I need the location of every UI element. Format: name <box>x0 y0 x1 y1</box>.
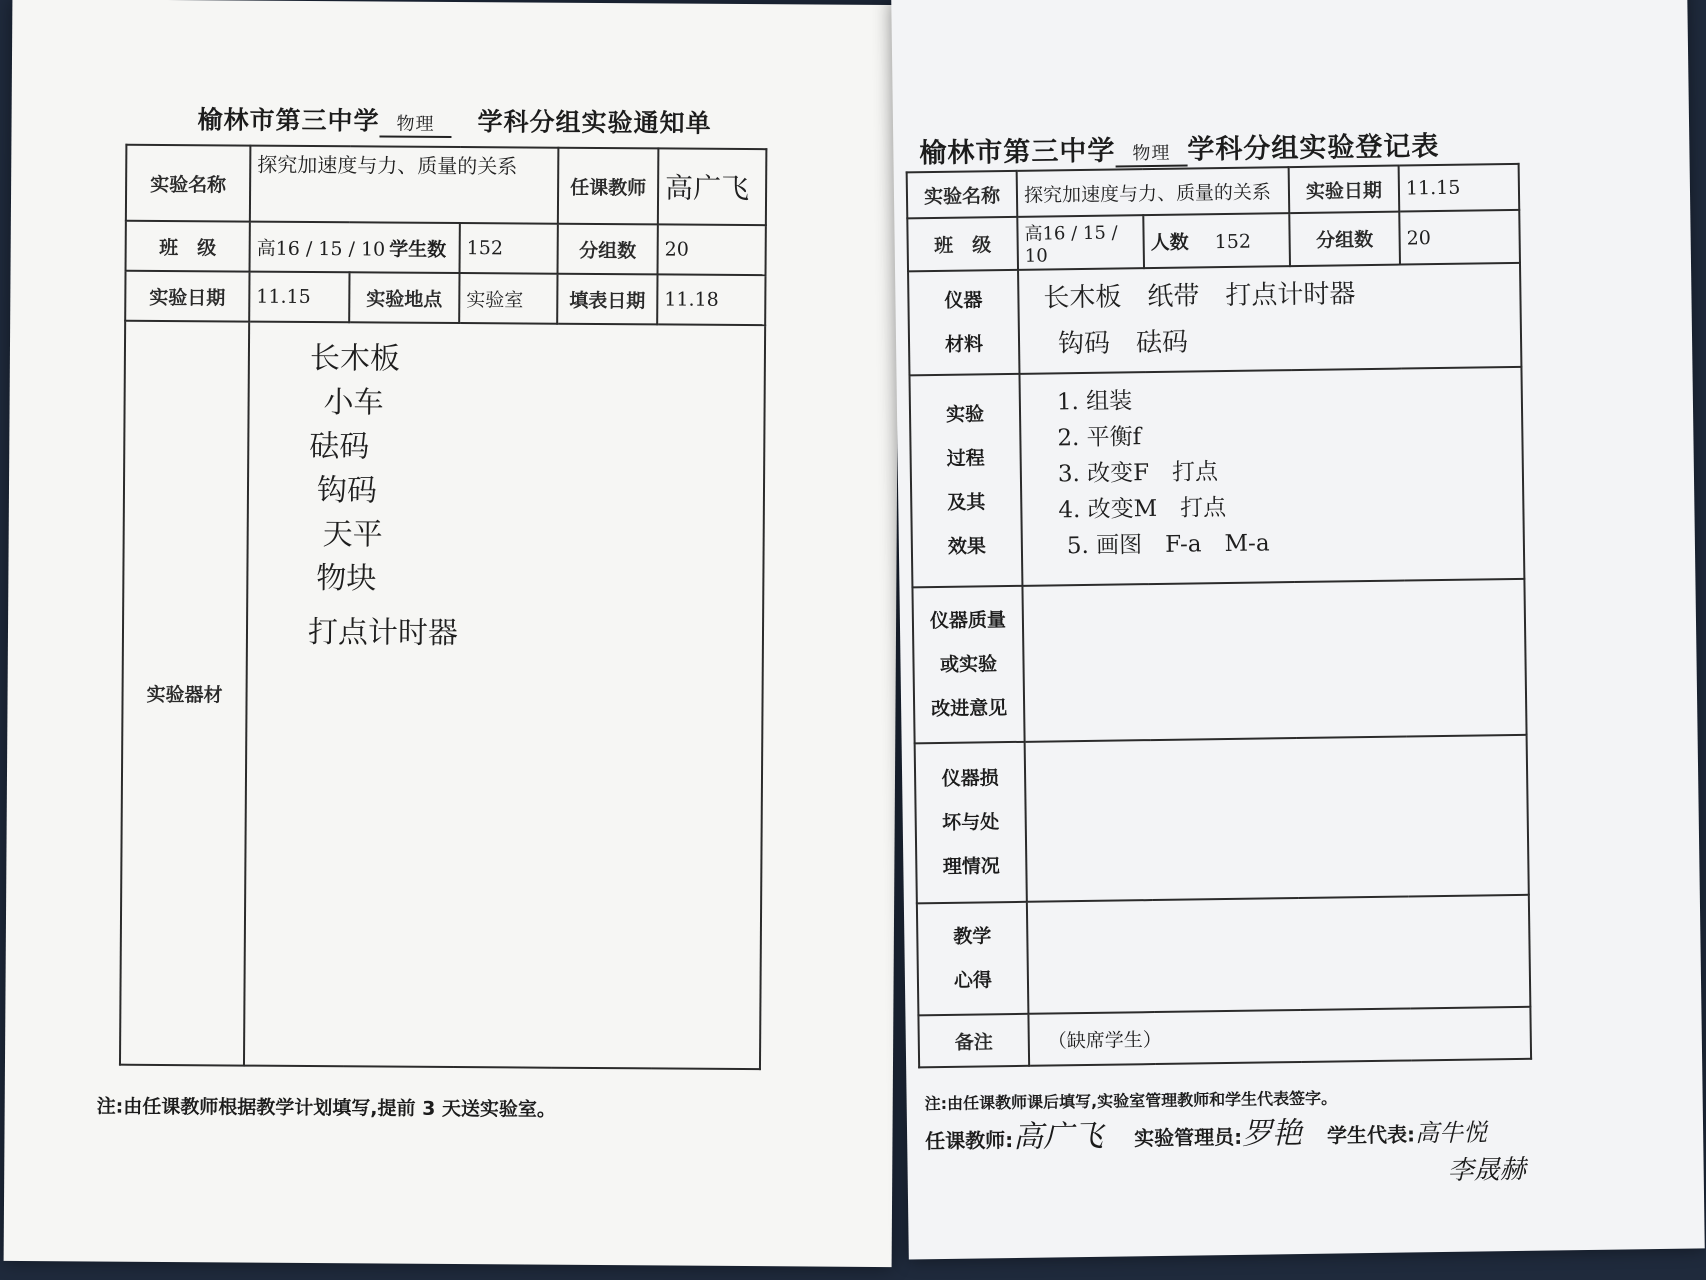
notice-sheet <box>4 0 901 1267</box>
value-class-text: 高16 / 15 / 10 <box>256 237 386 261</box>
label-teaching-line: 心得 <box>953 969 993 992</box>
teacher-signature: 高广飞 <box>1012 1118 1104 1156</box>
label-teacher: 任课教师 <box>558 148 659 225</box>
materials-line: 长木板 纸带 打点计时器 <box>1043 279 1356 314</box>
value-groups: 20 <box>1399 210 1520 265</box>
notice-title <box>197 100 711 140</box>
people-cell <box>1143 213 1290 268</box>
value-remarks: （缺席学生） <box>1028 1007 1531 1066</box>
label-process-line: 及其 <box>947 491 986 514</box>
equipment-item: 钩码 <box>316 473 378 509</box>
value-experiment-name: 探究加速度与力、质量的关系 <box>1017 167 1290 217</box>
title-prefix: 榆林市第三中学 <box>919 135 1116 170</box>
label-process-line: 实验 <box>945 403 985 426</box>
label-process-line: 过程 <box>946 447 985 470</box>
label-students: 学生数 <box>389 238 447 261</box>
label-process <box>909 374 1022 588</box>
label-date: 实验日期 <box>1289 166 1400 214</box>
label-remarks: 备注 <box>918 1014 1029 1068</box>
title-subject-blank: 物理 <box>379 109 451 138</box>
materials-cell <box>1018 263 1521 374</box>
label-class: 班 级 <box>907 217 1018 272</box>
label-quality-line: 仪器质量 <box>929 609 1007 633</box>
record-form-table <box>906 163 1532 1068</box>
label-groups: 分组数 <box>1289 212 1400 267</box>
equipment-item: 物块 <box>316 561 377 597</box>
damage-cell <box>1025 735 1529 902</box>
value-class <box>250 222 460 273</box>
title-suffix: 学科分组实验登记表 <box>1187 130 1440 166</box>
process-step: 2. 平衡f <box>1057 424 1142 452</box>
admin-signature: 罗艳 <box>1241 1115 1303 1152</box>
label-quality-line: 或实验 <box>939 653 998 677</box>
value-location: 实验室 <box>459 273 557 324</box>
record-sheet <box>891 0 1705 1259</box>
label-materials-line: 材料 <box>944 333 984 356</box>
title-suffix: 学科分组实验通知单 <box>477 107 712 138</box>
value-groups: 20 <box>658 224 766 275</box>
label-materials <box>908 270 1019 376</box>
label-quality <box>912 586 1024 744</box>
process-steps <box>1057 378 1517 564</box>
equipment-item: 砝码 <box>309 428 370 465</box>
title-subject-blank: 物理 <box>1115 138 1187 167</box>
label-quality-line: 改进意见 <box>930 697 1008 721</box>
materials-line: 钩码 砝码 <box>1057 327 1189 360</box>
value-date: 11.15 <box>249 272 349 323</box>
label-equipment: 实验器材 <box>120 321 249 1066</box>
label-experiment-name: 实验名称 <box>126 145 251 222</box>
admin-sig-label: 实验管理员: <box>1133 1124 1243 1151</box>
label-teaching <box>917 902 1029 1016</box>
label-location: 实验地点 <box>349 272 459 323</box>
value-class-text: 高16 / 15 / 10 <box>1024 222 1118 267</box>
student-signature-2: 李晟赫 <box>1447 1154 1526 1186</box>
notice-footnote: 注:由任课教师根据教学计划填写,提前 3 天送实验室。 <box>96 1095 557 1121</box>
process-step: 1. 组装 <box>1056 388 1133 416</box>
label-damage-line: 理情况 <box>942 855 1001 878</box>
record-footnote: 注:由任课教师课后填写,实验室管理教师和学生代表签字。 <box>924 1088 1338 1114</box>
title-prefix: 榆林市第三中学 <box>197 105 380 136</box>
value-class <box>1017 215 1144 270</box>
equipment-item: 长木板 <box>309 341 401 377</box>
equipment-item: 小车 <box>323 385 384 421</box>
student-signature-row-2 <box>1447 1149 1526 1187</box>
equipment-item: 天平 <box>322 517 383 553</box>
equipment-item: 打点计时器 <box>307 614 459 652</box>
teaching-cell <box>1027 895 1531 1014</box>
process-cell <box>1019 367 1524 586</box>
quality-cell <box>1022 579 1526 742</box>
student-sig-label: 学生代表: <box>1326 1122 1416 1148</box>
record-title <box>919 124 1439 170</box>
value-people: 152 <box>1214 230 1252 254</box>
label-groups: 分组数 <box>558 224 658 275</box>
label-teaching-line: 教学 <box>953 925 992 948</box>
value-date: 11.15 <box>1399 164 1520 212</box>
signature-row <box>925 1105 1487 1157</box>
value-students: 152 <box>460 223 558 274</box>
process-step: 4. 改变M 打点 <box>1058 494 1227 524</box>
process-step: 5. 画图 F-a M-a <box>1066 530 1270 560</box>
label-people: 人数 <box>1150 231 1189 255</box>
label-fill-date: 填表日期 <box>557 274 657 325</box>
notice-form-table <box>119 144 767 1070</box>
student-signature-1: 高牛悦 <box>1414 1118 1488 1148</box>
label-experiment-name: 实验名称 <box>907 171 1018 219</box>
teacher-sig-label: 任课教师: <box>925 1128 1014 1154</box>
label-process-line: 效果 <box>947 535 987 558</box>
label-class: 班 级 <box>126 221 250 272</box>
value-fill-date: 11.18 <box>657 274 765 325</box>
label-damage <box>915 742 1027 904</box>
label-materials-line: 仪器 <box>944 289 983 312</box>
process-step: 3. 改变F 打点 <box>1057 459 1219 488</box>
value-teacher: 高广飞 <box>658 148 767 225</box>
label-date: 实验日期 <box>125 271 249 322</box>
label-damage-line: 坏与处 <box>942 811 1000 834</box>
equipment-list <box>308 337 758 658</box>
equipment-cell <box>244 322 765 1070</box>
label-damage-line: 仪器损 <box>941 767 999 790</box>
value-experiment-name: 探究加速度与力、质量的关系 <box>250 146 559 224</box>
